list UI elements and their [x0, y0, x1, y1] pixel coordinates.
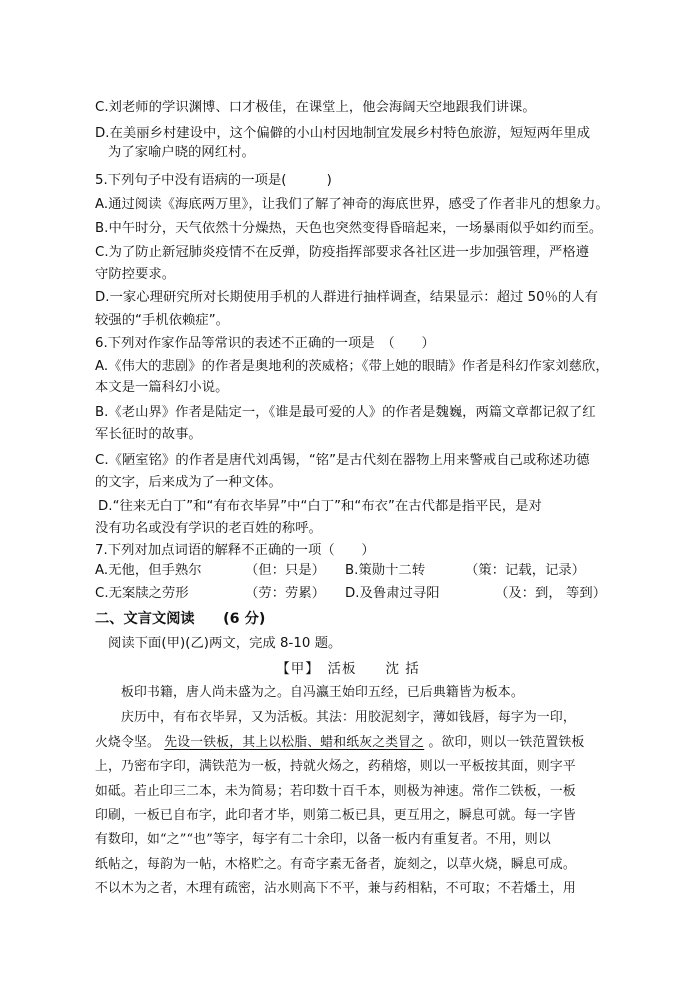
q7-option-c: C.无案牍之劳形	[95, 586, 189, 601]
passage-line-1: 庆历中，有布衣毕昇，又为活板。其法：用胶泥刻字，薄如钱唇，每字为一印，	[121, 710, 576, 725]
q7-stem: 7.下列对加点词语的解释不正确的一项（ ）	[95, 543, 375, 558]
q7-option-b: B.策勋十二转	[345, 563, 426, 578]
passage-paragraph-1: 板印书籍，唐人尚未盛为之。自冯瀛王始印五经，已后典籍皆为板本。	[121, 685, 524, 700]
q4-option-d-line2: 为了家喻户晓的网红村。	[108, 145, 255, 160]
q7-options-row1	[95, 561, 635, 581]
q6-option-a-line1: A.《伟大的悲剧》的作者是奥地利的茨威格；《带上她的眼睛》作者是科幻作家刘慈欣，	[95, 359, 609, 374]
q4-option-c: C.刘老师的学识渊博、口才极佳，在课堂上，他会海阔天空地跟我们讲课。	[95, 100, 536, 115]
passage-line-8: 不以木为之者，木理有疏密，沾水则高下不平，兼与药相粘，不可取；不若燔土，用	[95, 881, 576, 896]
q5-option-c-line1: C.为了防止新冠肺炎疫情不在反弹，防疫指挥部要求各社区进一步加强管理，严格遵	[95, 245, 590, 260]
q4-option-d-line1: D.在美丽乡村建设中，这个偏僻的小山村因地制宜发展乡村特色旅游，短短两年里成	[95, 126, 591, 141]
q5-option-a: A.通过阅读《海底两万里》，让我们了解了神奇的海底世界，感受了作者非凡的想象力。	[95, 197, 609, 212]
q6-option-c-line2: 的文字，后来成为了一种文体。	[95, 475, 282, 490]
q7-option-a: A.无他，但手熟尔	[95, 563, 202, 578]
q6-option-d-line2: 没有功名或没有学识的老百姓的称呼。	[95, 521, 322, 536]
q6-stem: 6.下列对作家作品等常识的表述不正确的一项是 （ ）	[95, 336, 435, 351]
passage-line-4: 如砥。若止印三二本，未为简易；若印数十百千本，则极为神速。常作二铁板，一板	[95, 784, 576, 799]
section-heading: 二、文言文阅读 (6 分)	[95, 611, 266, 627]
underlined-sentence: 先设一铁板，其上以松脂、蜡和纸灰之类冒之	[164, 735, 425, 750]
q7-option-c-note: （劳：劳累）	[245, 586, 326, 601]
q6-option-b-line2: 军长征时的故事。	[95, 427, 202, 442]
q5-stem: 5.下列句子中没有语病的一项是( )	[95, 173, 332, 188]
q7-option-d: D.及鲁肃过寻阳	[345, 586, 440, 601]
q6-option-a-line2: 本文是一篇科幻小说。	[95, 380, 229, 395]
passage-title: 【甲】 活板 沈 括	[276, 661, 420, 677]
q6-option-d-line1: D.“往来无白丁”和“有布衣毕昇”中“白丁”和“布衣”在古代都是指平民，是对	[98, 499, 542, 514]
reading-instruction: 阅读下面(甲)(乙)两文，完成 8-10 题。	[108, 636, 342, 651]
q6-option-c-line1: C.《陋室铭》的作者是唐代刘禹锡，“铭”是古代刻在器物上用来警戒自己或称述功德	[95, 453, 590, 468]
q5-option-d-line2: 较强的“手机依赖症”。	[95, 313, 229, 328]
passage-line-3: 上，乃密布字印，满铁范为一板，持就火炀之，药稍熔，则以一平板按其面，则字平	[95, 759, 576, 774]
q7-option-d-note: （及：到， 等到）	[495, 586, 607, 601]
q5-option-d-line1: D.一家心理研究所对长期使用手机的人群进行抽样调查，结果显示：超过 50％的人有	[95, 290, 599, 305]
passage-line-5: 印刷，一板已自布字，此印者才毕，则第二板已具，更互用之，瞬息可就。每一字皆	[95, 808, 576, 823]
passage-line-6: 有数印，如“之”“也”等字，每字有二十余印，以备一板内有重复者。不用，则以	[95, 832, 551, 847]
q7-option-a-note: （但：只是）	[245, 563, 326, 578]
q7-options-row2	[95, 584, 635, 604]
passage-line-2	[95, 733, 635, 753]
passage-line-7: 纸帖之，每韵为一帖，木格贮之。有奇字素无备者，旋刻之，以草火烧，瞬息可成。	[95, 857, 576, 872]
q5-option-c-line2: 守防控要求。	[95, 267, 176, 282]
passage-line-2-start: 火烧令坚。	[95, 735, 160, 750]
q5-option-b: B.中午时分，天气依然十分燥热，天色也突然变得昏暗起来，一场暴雨似乎如约而至。	[95, 221, 603, 236]
q7-option-b-note: （策：记载，记录）	[465, 563, 586, 578]
q6-option-b-line1: B.《老山界》作者是陆定一，《谁是最可爱的人》的作者是魏巍，两篇文章都记叙了红	[95, 405, 596, 420]
passage-line-2-end: 。欲印，则以一铁范置铁板	[428, 735, 585, 750]
